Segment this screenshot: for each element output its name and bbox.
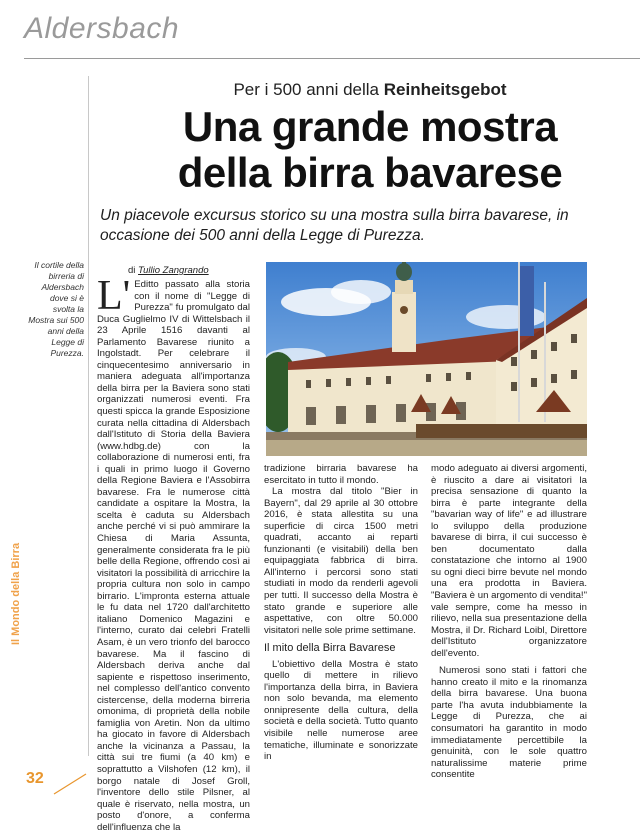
byline: [128, 265, 209, 276]
headline-line-2: della birra bavarese: [177, 149, 563, 196]
photo-caption: Il cortile della birreria di Aldersbach dove si è svolta la Mostra sui 500 anni della Legge di Purezza.: [28, 260, 84, 358]
article-column-1: [97, 273, 250, 833]
subheading: Il mito della Birra Bavarese: [264, 642, 396, 655]
folio-slash: [50, 772, 90, 796]
kicker-lead: Per i 500 anni della: [233, 80, 384, 99]
headline: [100, 104, 640, 196]
column-1-text: Editto passato alla storia con il nome di "Legge di Purezza" fu promulgato dal Duca Guglielmo IV di Wittelsbach il 23 Aprile 1516 davanti al Parlamento Bavarese riunito a Ingolstadt. Per celebrare il cinquecentesimo anniversario in maniera adeguata all'importanza della birra per la Baviera sono stati organizzati numerosi eventi. Fra questi spicca la grande Esposizione curata nella cittadina di Aldersbach dall'Istituto di Storia della Baviera (www.hdbg.de) con la collaborazione di numerosi enti, fra i quali in primo luogo il Governo della Regione Baviera e l'Assobirra bavarese. Fra le numerose città candidate a ospitare la Mostra, la scelta è caduta su Aldersbach anche perché vi si può ammirare la Chiesa di Maria Assunta, generalmente considerata fra le più belle della Regione, offrendo così ai visitatori la possibilità di arricchire la propria cultura non solo in campo birrario. L'impronta esterna attuale le fu data nel 1720 dall'architetto italiano Domenico Magazini e l'interno, curato dai celebri Fratelli Asam, è un vero trionfo del barocco bavarese. Ma il fascino di Aldersbach deriva anche dal sapiente e rispettoso inserimento, nel complesso dell'antico convento cistercense, della moderna birreria omonima, di proprietà della nobile famiglia von Aretin. Non da ultimo ha giocato in favore di Aldersbach anche la vicinanza a Passau, la città sui tre fiumi (a 40 km) e soprattutto a Vilshofen (12 km), il borgo natale di Josef Groll, l'inventore dello stile Pilsner, al quale è riservato, nella mostra, un posto d'onore, a conferma dell'influenza che la: [97, 279, 250, 833]
author-name: Tullio Zangrando: [138, 265, 209, 276]
courtyard-photo: [266, 262, 587, 456]
courtyard-illustration: [266, 262, 587, 456]
header-rule: [24, 58, 640, 59]
column-3-paragraph-2: Numerosi sono stati i fattori che hanno creato il mito e la rinomanza della birra bavarese. Una buona parte l'ha avuta indubbiamente la Legge di Purezza, che ai consumatori ha garantito in modo immediatamente percettibile la genuinità, con le sole quattro naturalissime materie prime consentite: [431, 665, 587, 781]
column-3-paragraph-1: modo adeguato ai diversi argomenti, è riuscito a dare ai visitatori la precisa sensazione di quanto la birra è parte integrante della "bavarian way of life" e ad illustrare lo sviluppo della produzione bavarese di birra, il cui successo è ben documentato dalla constatazione che intorno al 1900 su ogni dieci birre bevute nel mondo una era prodotta in Baviera. "Baviera è un argomento di vendita!" vale sempre, come ha messo in rilievo, nella sua presentazione della Mostra, il Dr. Richard Loibl, Direttore dell'Istituto organizzatore dell'evento.: [431, 463, 587, 659]
standfirst: Un piacevole excursus storico su una mostra sulla birra bavarese, in occasione dei 500 anni della Legge di Purezza.: [100, 207, 569, 244]
column-2-paragraph-3: L'obiettivo della Mostra è stato quello di mettere in rilievo l'importanza della birra, in Baviera non solo bevanda, ma elemento onnipresente della cultura, della società e della società. Tutto quanto visibile nelle numerose aree tematiche, illuminate e sonorizzate in: [264, 658, 418, 763]
kicker: [100, 80, 640, 100]
headline-line-1: Una grande mostra: [182, 103, 558, 150]
column-2-paragraph-1: tradizione birraria bavarese ha esercitato in tutto il mondo.: [264, 463, 418, 486]
column-2-paragraph-2: La mostra dal titolo "Bier in Bayern", dal 29 aprile al 30 ottobre 2016, è stata allestita su una superficie di circa 1500 metri quadrati, accanto ai reparti funzionanti (e visitabili) della ben equipaggiata fabbrica di birra. All'interno i percorsi sono stati studiati in modo da renderli agevoli per tutti. Il successo della Mostra è stato grande e superiore alle aspettative, con oltre 50.000 visitatori nelle sole prime settimane.: [264, 486, 418, 636]
drop-cap: L': [97, 273, 131, 319]
column-rule: [88, 76, 89, 756]
page-number: 32: [26, 770, 44, 787]
magazine-side-label: Il Mondo della Birra: [10, 542, 22, 645]
section-title: Aldersbach: [24, 12, 180, 45]
kicker-bold: Reinheitsgebot: [383, 80, 507, 99]
article-column-2: [264, 463, 418, 763]
article-column-3: [431, 463, 587, 781]
byline-prefix: di: [128, 265, 139, 276]
